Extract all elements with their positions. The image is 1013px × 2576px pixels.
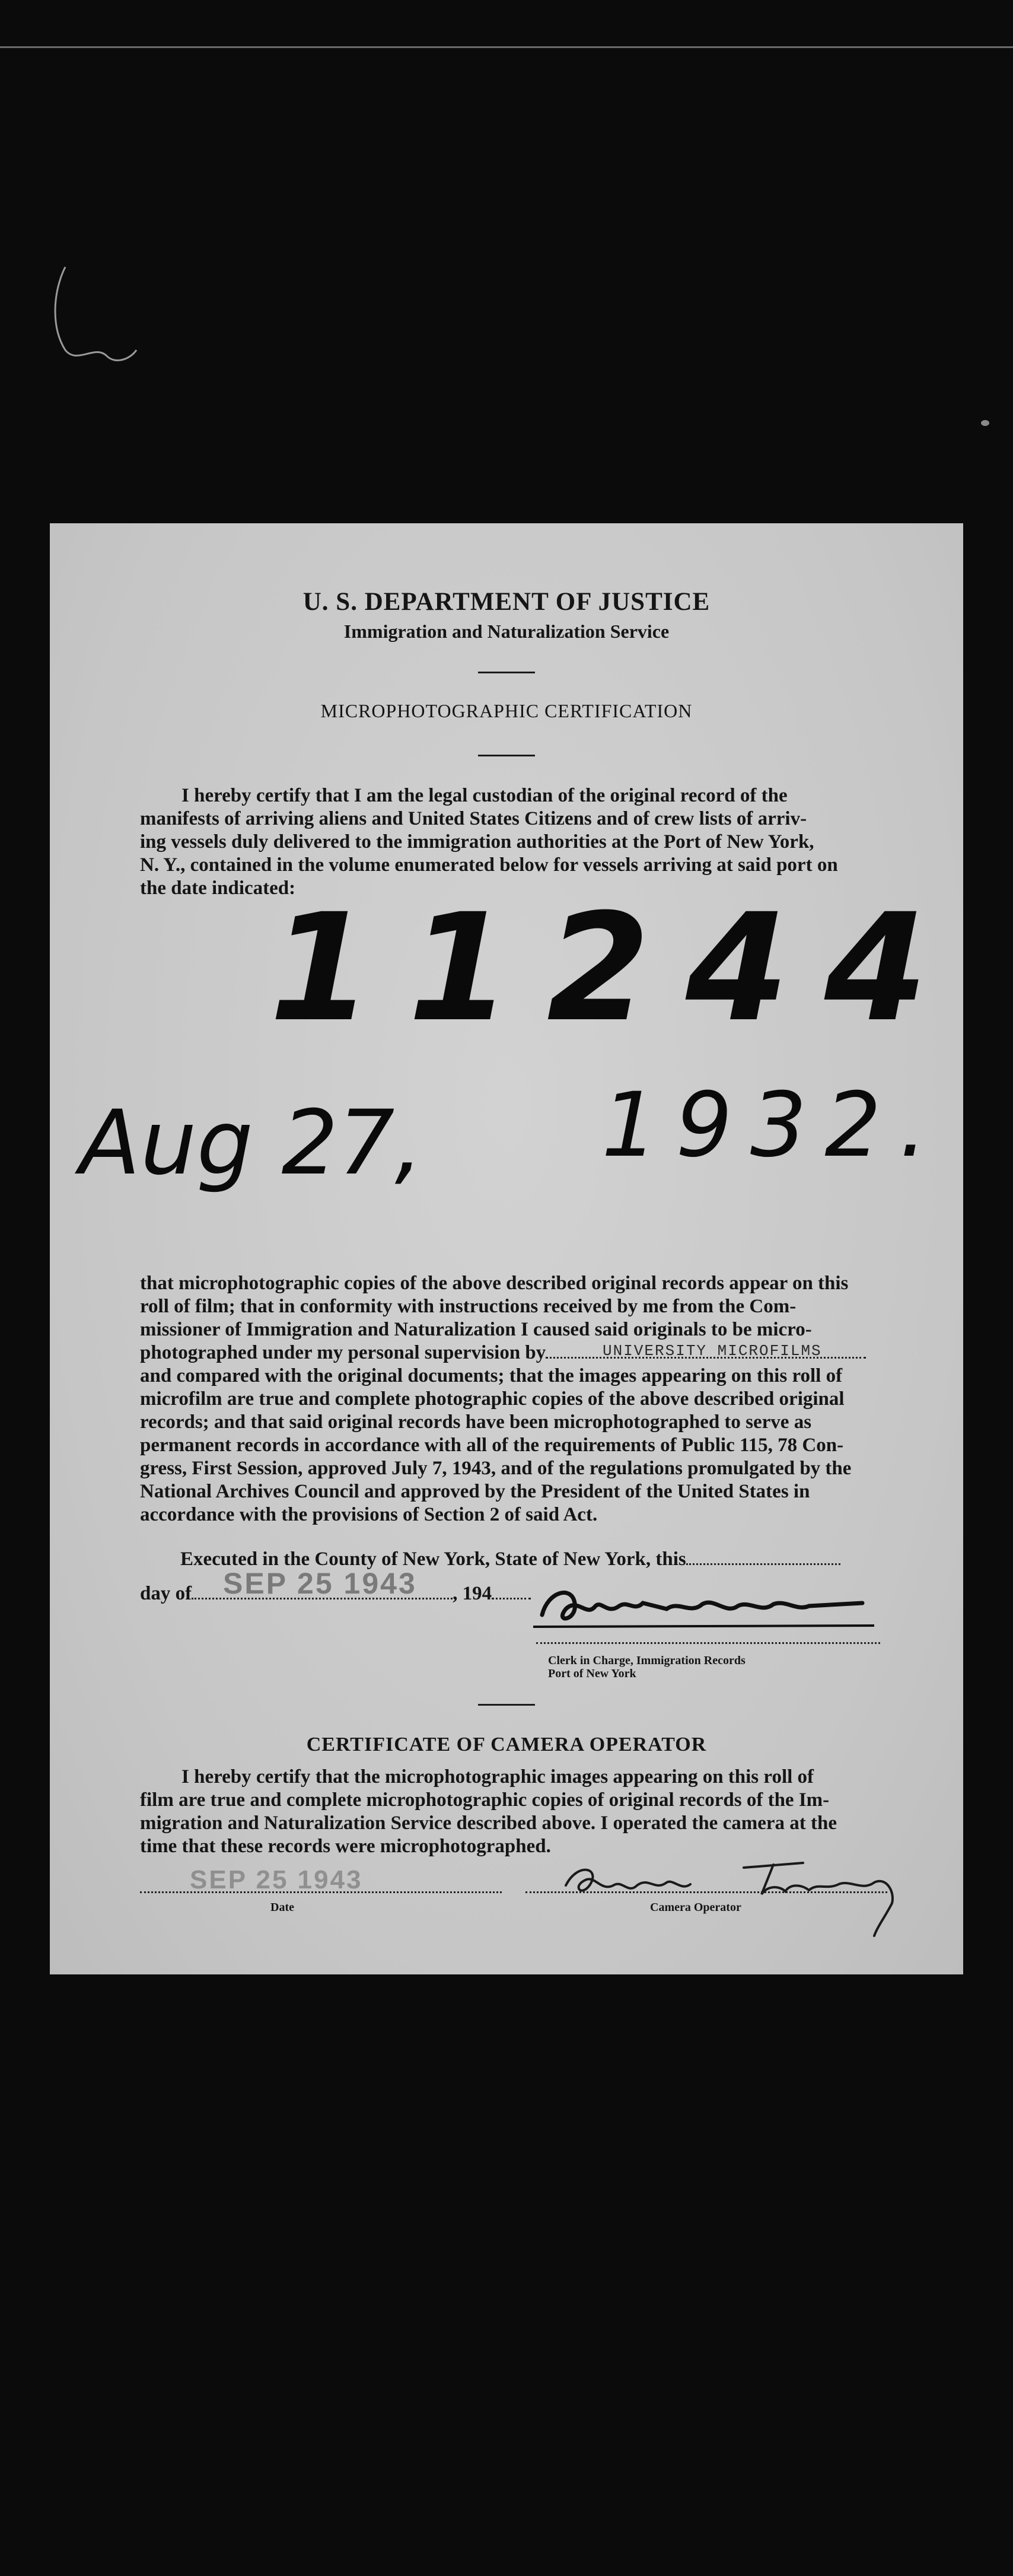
body-line-supervision: photographed under my personal supervision by (140, 1342, 546, 1363)
intro-line: I hereby certify that I am the legal custodian of the original record of the (181, 785, 788, 806)
body-line: microfilm are true and complete photographic copies of the above described original (140, 1388, 845, 1410)
film-speck (981, 420, 989, 426)
clerk-port: Port of New York (548, 1667, 636, 1680)
intro-line: manifests of arriving aliens and United States Citizens and of crew lists of arriv- (140, 808, 807, 829)
handwritten-date: Aug 27, (79, 1092, 423, 1195)
body-line: that microphotographic copies of the above described original records appear on this (140, 1273, 849, 1294)
camera-line: film are true and complete microphotographic copies of original records of the Im- (140, 1789, 830, 1811)
film-scratch (42, 255, 142, 374)
date-fill-line (140, 1891, 502, 1893)
execution-day-fill (686, 1563, 840, 1565)
intro-line: the date indicated: (140, 877, 296, 899)
body-line: missioner of Immigration and Naturalization I caused said originals to be micro- (140, 1319, 812, 1340)
certificate-page (50, 523, 963, 1974)
handwritten-volume-number: 11244 (269, 882, 963, 1054)
camera-line: migration and Naturalization Service described above. I operated the camera at the (140, 1812, 837, 1834)
intro-line: ing vessels duly delivered to the immigration authorities at the Port of New York, (140, 831, 814, 853)
day-of-label: day of (140, 1583, 192, 1604)
body-line: permanent records in accordance with all of the requirements of Public 115, 78 Con- (140, 1435, 844, 1456)
date-stamp: SEP 25 1943 (223, 1567, 417, 1600)
camera-line: I hereby certify that the microphotographic images appearing on this roll of (181, 1766, 814, 1788)
camera-operator-signature (554, 1850, 934, 1939)
body-line: and compared with the original documents; that the images appearing on this roll of (140, 1365, 843, 1386)
body-line: gress, First Session, approved July 7, 1943, and of the regulations promulgated by the (140, 1458, 852, 1479)
section-divider (478, 1704, 535, 1706)
clerk-caption (548, 1654, 746, 1680)
service-subheading: Immigration and Naturalization Service (343, 621, 670, 642)
intro-line: N. Y., contained in the volume enumerated below for vessels arriving at said port on (140, 854, 838, 876)
camera-operator-label: Camera Operator (650, 1901, 741, 1914)
body-line: National Archives Council and approved by the President of the United States in (140, 1481, 810, 1502)
clerk-signature-line (536, 1642, 880, 1644)
day-of-line: day of , 194 (140, 1583, 531, 1605)
camera-certificate-title: CERTIFICATE OF CAMERA OPERATOR (306, 1734, 707, 1756)
camera-line: time that these records were microphotographed. (140, 1836, 551, 1857)
year-prefix: 194 (462, 1583, 492, 1604)
body-line: accordance with the provisions of Section 2 of said Act. (140, 1504, 598, 1525)
film-edge-line (0, 46, 1013, 48)
certification-title: MICROPHOTOGRAPHIC CERTIFICATION (320, 700, 693, 721)
body-line: records; and that said original records have been microphotographed to serve as (140, 1411, 812, 1433)
operator-signature-line (525, 1891, 887, 1893)
handwritten-year: 1932. (601, 1074, 945, 1177)
execution-text: Executed in the County of New York, State of New York, this (180, 1548, 686, 1570)
date-label: Date (270, 1901, 294, 1914)
clerk-title: Clerk in Charge, Immigration Records (548, 1654, 746, 1667)
body-line: roll of film; that in conformity with instructions received by me from the Com- (140, 1296, 797, 1317)
department-heading: U. S. DEPARTMENT OF JUSTICE (302, 588, 711, 616)
title-divider (478, 755, 535, 756)
clerk-signature (530, 1573, 910, 1639)
typed-microfilm-company: UNIVERSITY MICROFILMS (603, 1342, 822, 1360)
body-paragraph (140, 1272, 893, 1526)
operator-date-stamp: SEP 25 1943 (190, 1865, 363, 1894)
camera-certificate-paragraph (140, 1766, 893, 1858)
year-fill (492, 1598, 531, 1599)
heading-divider (478, 672, 535, 673)
